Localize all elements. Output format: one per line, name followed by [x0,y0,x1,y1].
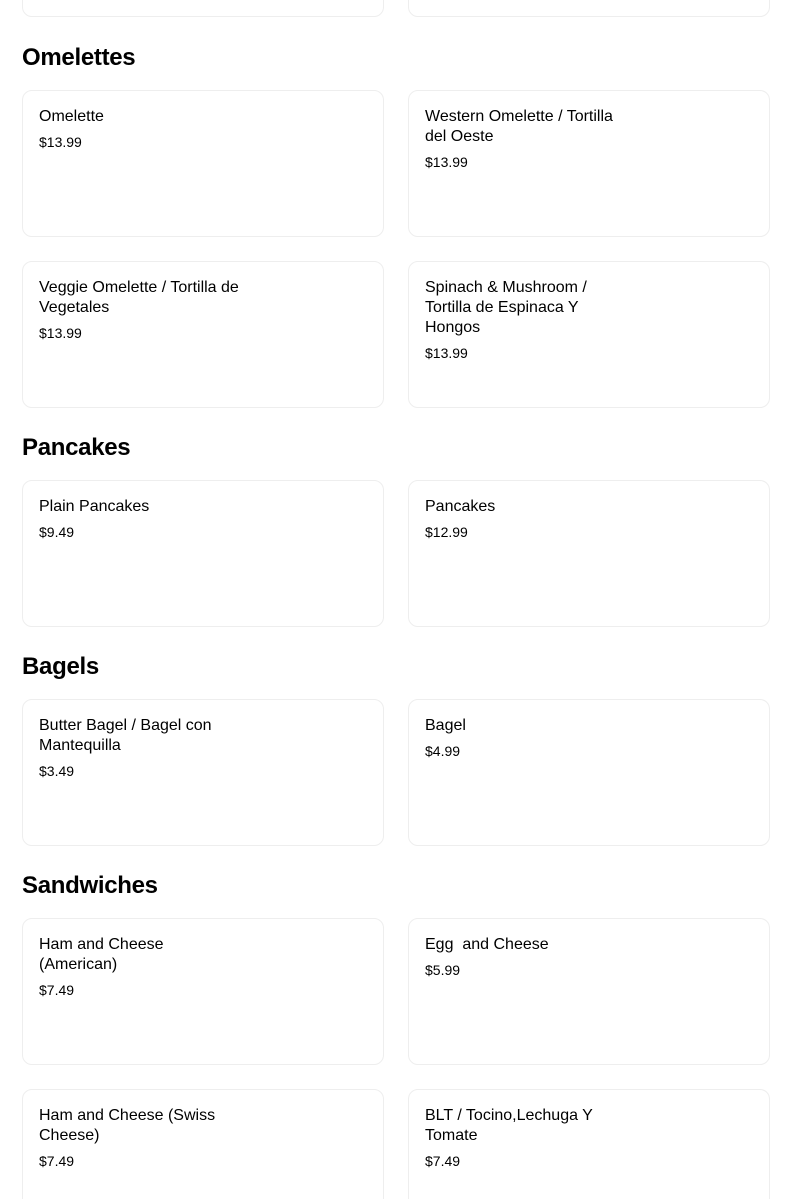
menu-item-card[interactable] [408,699,770,846]
section-title-bagels: Bagels [22,653,99,680]
item-name: Veggie Omelette / Tortilla de Vegetales [39,279,239,316]
item-price: $5.99 [425,962,461,978]
item-price: $13.99 [425,154,468,170]
section-title-sandwiches: Sandwiches [22,872,158,899]
menu-item-card[interactable] [408,1089,770,1199]
item-price: $9.49 [39,524,75,540]
menu-item-card[interactable] [22,918,384,1065]
menu-item-card[interactable] [22,1089,384,1199]
item-name: Bagel [425,717,466,734]
item-price: $7.49 [39,1153,75,1169]
item-name: Egg and Cheese [425,936,549,953]
item-name: BLT / Tocino,Lechuga Y Tomate [425,1107,593,1144]
item-name: Spinach & Mushroom / Tortilla de Espinaca Y Hongos [425,279,587,336]
menu-item-card[interactable] [22,480,384,627]
item-price: $7.49 [425,1153,461,1169]
item-price: $13.99 [39,325,82,341]
item-name: Omelette [39,108,104,125]
item-name: Ham and Cheese (American) [39,936,164,973]
section-title-omelettes: Omelettes [22,44,136,71]
item-price: $12.99 [425,524,468,540]
item-name: Ham and Cheese (Swiss Cheese) [39,1107,216,1144]
item-name: Western Omelette / Tortilla del Oeste [425,108,613,145]
menu-item-card[interactable] [22,261,384,408]
menu-item-card[interactable] [408,480,770,627]
menu-item-card[interactable] [22,699,384,846]
item-price: $7.49 [39,982,75,998]
menu-item-card[interactable] [408,0,770,17]
menu-item-card[interactable] [408,90,770,237]
item-name: Butter Bagel / Bagel con Mantequilla [39,717,212,754]
menu-item-card[interactable] [22,0,384,17]
item-price: $3.49 [39,763,75,779]
menu-item-card[interactable] [408,918,770,1065]
section-title-pancakes: Pancakes [22,434,131,461]
menu-item-card[interactable] [408,261,770,408]
menu-item-card[interactable] [22,90,384,237]
item-price: $13.99 [39,134,82,150]
item-name: Pancakes [425,498,496,515]
item-price: $13.99 [425,345,468,361]
item-name: Plain Pancakes [39,498,150,515]
item-price: $4.99 [425,743,461,759]
